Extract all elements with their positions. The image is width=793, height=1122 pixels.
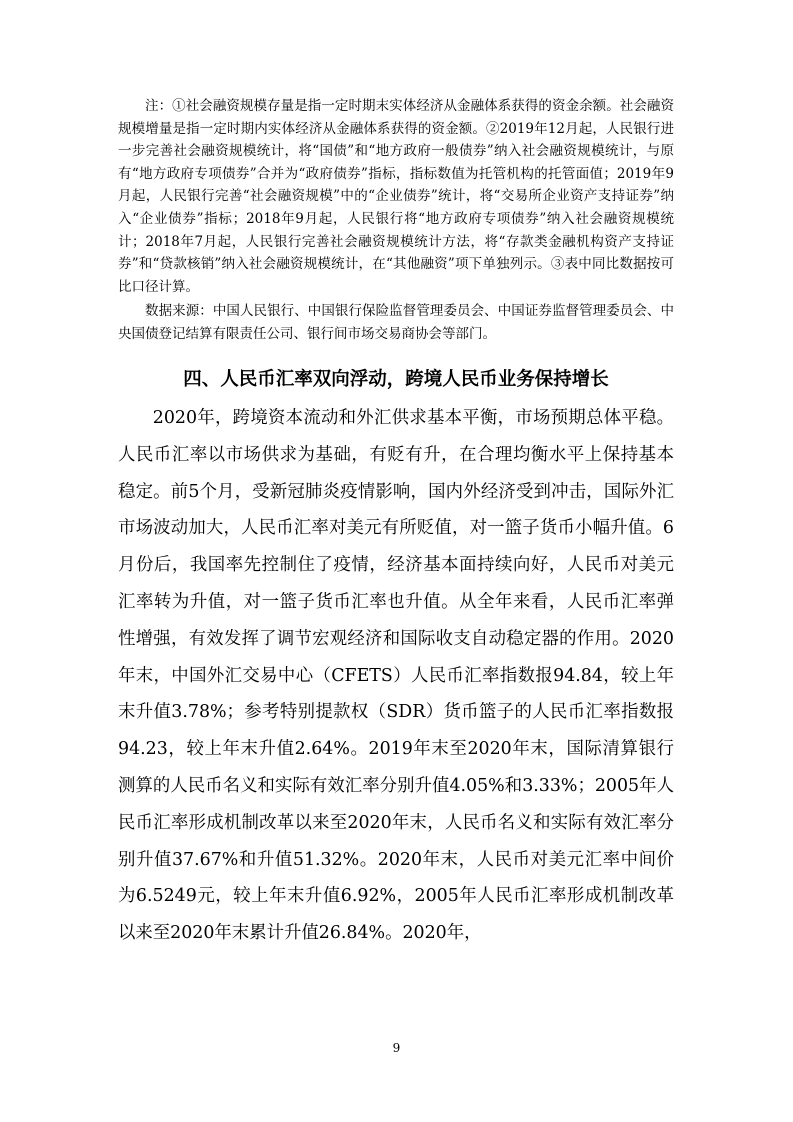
page-number: 9 (392, 1041, 401, 1055)
note-data-source: 数据来源：中国人民银行、中国银行保险监督管理委员会、中国证券监督管理委员会、中央国债登记结算有限责任公司、银行间市场交易商协会等部门。 (118, 303, 674, 342)
note-definition: 注：①社会融资规模存量是指一定时期末实体经济从金融体系获得的资金余额。社会融资规模增量是指一定时期内实体经济从金融体系获得的资金额。②2019年12月起，人民银行进一步完善社会融资规模统计，将“国债”和“地方政府一般债券”纳入社会融资规模统计，与原有“地方政府专项债券”合并为“政府债券”指标，指标数值为托管机构的托管面值；2019年9月起，人民银行完善“社会融资规模”中的“企业债券”统计，将“交易所企业资产支持证券”纳入“企业债券”指标；2018年9月起，人民银行将“地方政府专项债券”纳入社会融资规模统计；2018年7月起，人民银行完善社会融资规模统计方法，将“存款类金融机构资产支持证券”和“贷款核销”纳入社会融资规模统计，在“其他融资”项下单独列示。③表中同比数据按可比口径计算。 (118, 98, 674, 295)
section-heading: 四、人民币汇率双向浮动，跨境人民币业务保持增长 (183, 369, 609, 390)
body-paragraph: 2020年，跨境资本流动和外汇供求基本平衡，市场预期总体平稳。人民币汇率以市场供求为基础，有贬有升，在合理均衡水平上保持基本稳定。前5个月，受新冠肺炎疫情影响，国内外经济受到冲击，国际外汇市场波动加大，人民币汇率对美元有所贬值，对一篮子货币小幅升值。6月份后，我国率先控制住了疫情，经济基本面持续向好，人民币对美元汇率转为升值，对一篮子货币汇率也升值。从全年来看，人民币汇率弹性增强，有效发挥了调节宏观经济和国际收支自动稳定器的作用。2020年末，中国外汇交易中心（CFETS）人民币汇率指数报94.84，较上年末升值3.78%；参考特别提款权（SDR）货币篮子的人民币汇率指数报94.23，较上年末升值2.64%。2019年末至2020年末，国际清算银行测算的人民币名义和实际有效汇率分别升值4.05%和3.33%；2005年人民币汇率形成机制改革以来至2020年末，人民币名义和实际有效汇率分别升值37.67%和升值51.32%。2020年末，人民币对美元汇率中间价为6.5249元，较上年末升值6.92%，2005年人民币汇率形成机制改革以来至2020年末累计升值26.84%。2020年， (118, 408, 674, 944)
table-notes (118, 95, 674, 346)
